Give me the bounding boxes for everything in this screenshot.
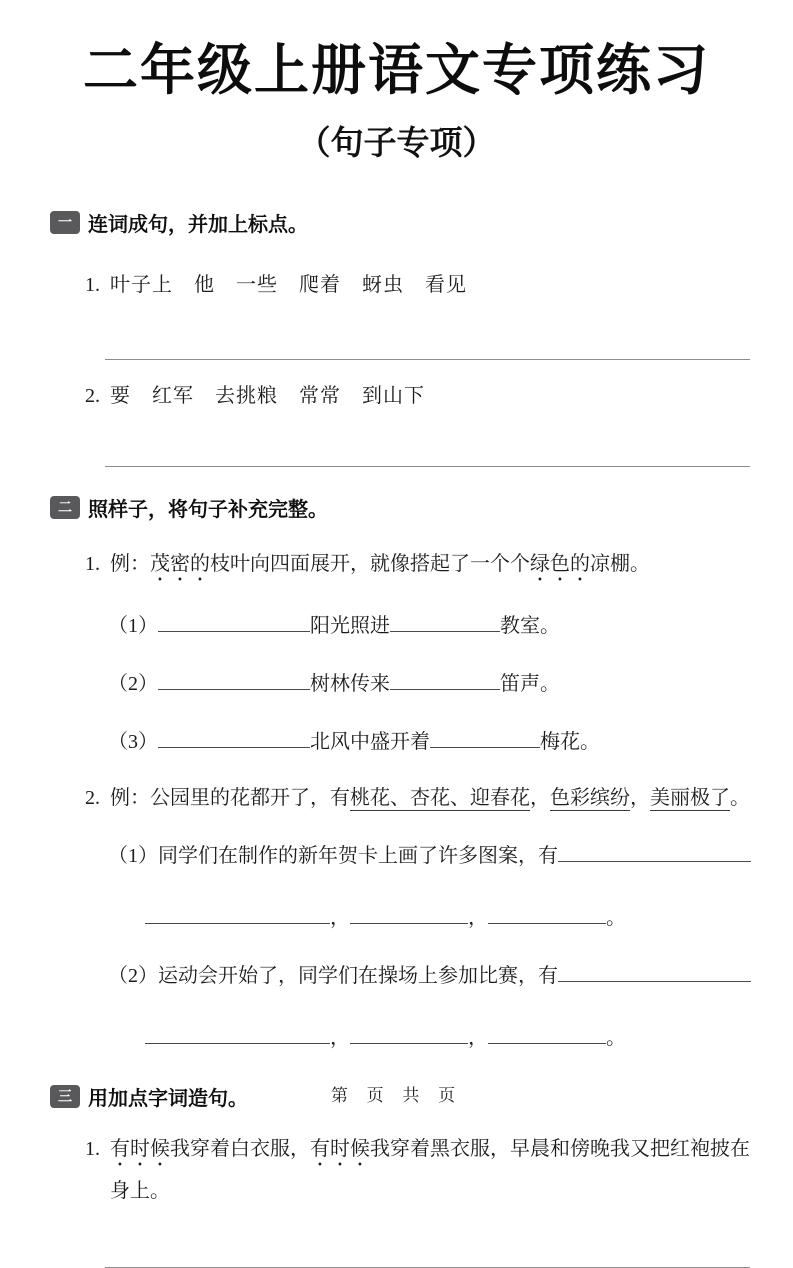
- page-subtitle: （句子专项）: [297, 124, 496, 161]
- subitem-number: （1）: [108, 845, 158, 867]
- fill-blank: [350, 904, 468, 924]
- fill-in-2-1-1: [108, 606, 751, 644]
- fill-blank: [488, 904, 606, 924]
- page-title: 二年级上册语文专项练习: [82, 39, 710, 101]
- fill-in-2-2-1-continuation: [145, 898, 751, 936]
- example-sentence-2-1: [85, 544, 751, 586]
- underlined-phrase: 美丽极了: [650, 785, 730, 809]
- fill-blank: [145, 1024, 330, 1044]
- dotted-emphasis: 茂密的: [150, 551, 210, 575]
- fill-blank: [558, 962, 751, 982]
- section-2-title: 照样子，将句子补充完整。: [88, 499, 328, 521]
- fill-blank: [390, 612, 500, 632]
- fill-blank: [145, 904, 330, 924]
- fill-blank: [488, 1024, 606, 1044]
- section-1: [0, 208, 793, 467]
- comma: ，: [468, 1025, 488, 1049]
- subitem-number: （3）: [108, 731, 158, 753]
- section-3-title: 用加点字词造句。: [88, 1088, 248, 1110]
- underlined-phrase: 色彩缤纷: [550, 785, 630, 809]
- fill-text: 教室。: [500, 613, 560, 637]
- period: 。: [606, 905, 626, 929]
- fill-text: 笛声。: [500, 671, 560, 695]
- section-1-heading: [50, 208, 793, 237]
- subitem-number: （2）: [108, 673, 158, 695]
- fill-blank: [158, 670, 310, 690]
- sentence-text: 有时候我穿着白衣服，有时候我穿着黑衣服，早晨和傍晚我又把红袍披在身上。: [110, 1136, 750, 1202]
- example-sentence-2-2: [85, 778, 751, 816]
- fill-text: 北风中盛开着: [310, 729, 430, 753]
- section-number-icon: 三: [50, 1085, 80, 1108]
- item-number: 1.: [85, 553, 100, 575]
- fill-blank: [430, 728, 540, 748]
- fill-text: 阳光照进: [310, 613, 390, 637]
- fill-text: 同学们在制作的新年贺卡上画了许多图案，有: [158, 843, 558, 867]
- item-number: 1.: [85, 274, 100, 296]
- subitem-number: （1）: [108, 615, 158, 637]
- dotted-emphasis: 有时候: [110, 1136, 170, 1160]
- comma: ，: [330, 905, 350, 929]
- section-number-icon: 二: [50, 496, 80, 519]
- section-1-title: 连词成句，并加上标点。: [88, 214, 308, 236]
- exercise-3-1: [85, 1129, 751, 1209]
- item-number: 2.: [85, 385, 100, 407]
- exercise-1-1: [85, 265, 751, 303]
- fill-blank: [350, 1024, 468, 1044]
- section-2: [0, 493, 793, 1056]
- word-list: 叶子上 他 一些 爬着 蚜虫 看见: [110, 272, 467, 296]
- answer-line-1-1: [105, 359, 750, 360]
- dotted-emphasis: 绿色的: [530, 551, 590, 575]
- item-number: 1.: [85, 1138, 100, 1160]
- example-text: 例：公园里的花都开了，有桃花、杏花、迎春花，色彩缤纷，美丽极了。: [110, 785, 750, 809]
- fill-blank: [390, 670, 500, 690]
- fill-in-2-2-2-continuation: [145, 1018, 751, 1056]
- fill-blank: [158, 728, 310, 748]
- fill-text: 梅花。: [540, 729, 600, 753]
- fill-blank: [558, 842, 751, 862]
- comma: ，: [468, 905, 488, 929]
- fill-in-2-2-2: [108, 956, 751, 994]
- section-2-heading: [50, 493, 793, 522]
- fill-blank: [158, 612, 310, 632]
- fill-in-2-1-2: [108, 664, 751, 702]
- fill-text: 运动会开始了，同学们在操场上参加比赛，有: [158, 963, 558, 987]
- period: 。: [606, 1025, 626, 1049]
- exercise-1-2: [85, 376, 751, 414]
- subitem-number: （2）: [108, 965, 158, 987]
- fill-in-2-1-3: [108, 722, 751, 760]
- page-footer: 第 页 共 页: [330, 1086, 463, 1105]
- fill-text: 树林传来: [310, 671, 390, 695]
- comma: ，: [330, 1025, 350, 1049]
- item-number: 2.: [85, 787, 100, 809]
- word-list: 要 红军 去挑粮 常常 到山下: [110, 383, 425, 407]
- section-number-icon: 一: [50, 211, 80, 234]
- section-3: [0, 1082, 793, 1268]
- fill-in-2-2-1: [108, 836, 751, 874]
- dotted-emphasis: 有时候: [310, 1136, 370, 1160]
- example-text: 例：茂密的枝叶向四面展开，就像搭起了一个个绿色的凉棚。: [110, 551, 650, 575]
- underlined-phrase: 桃花、杏花、迎春花: [350, 785, 530, 809]
- answer-line-1-2: [105, 466, 750, 467]
